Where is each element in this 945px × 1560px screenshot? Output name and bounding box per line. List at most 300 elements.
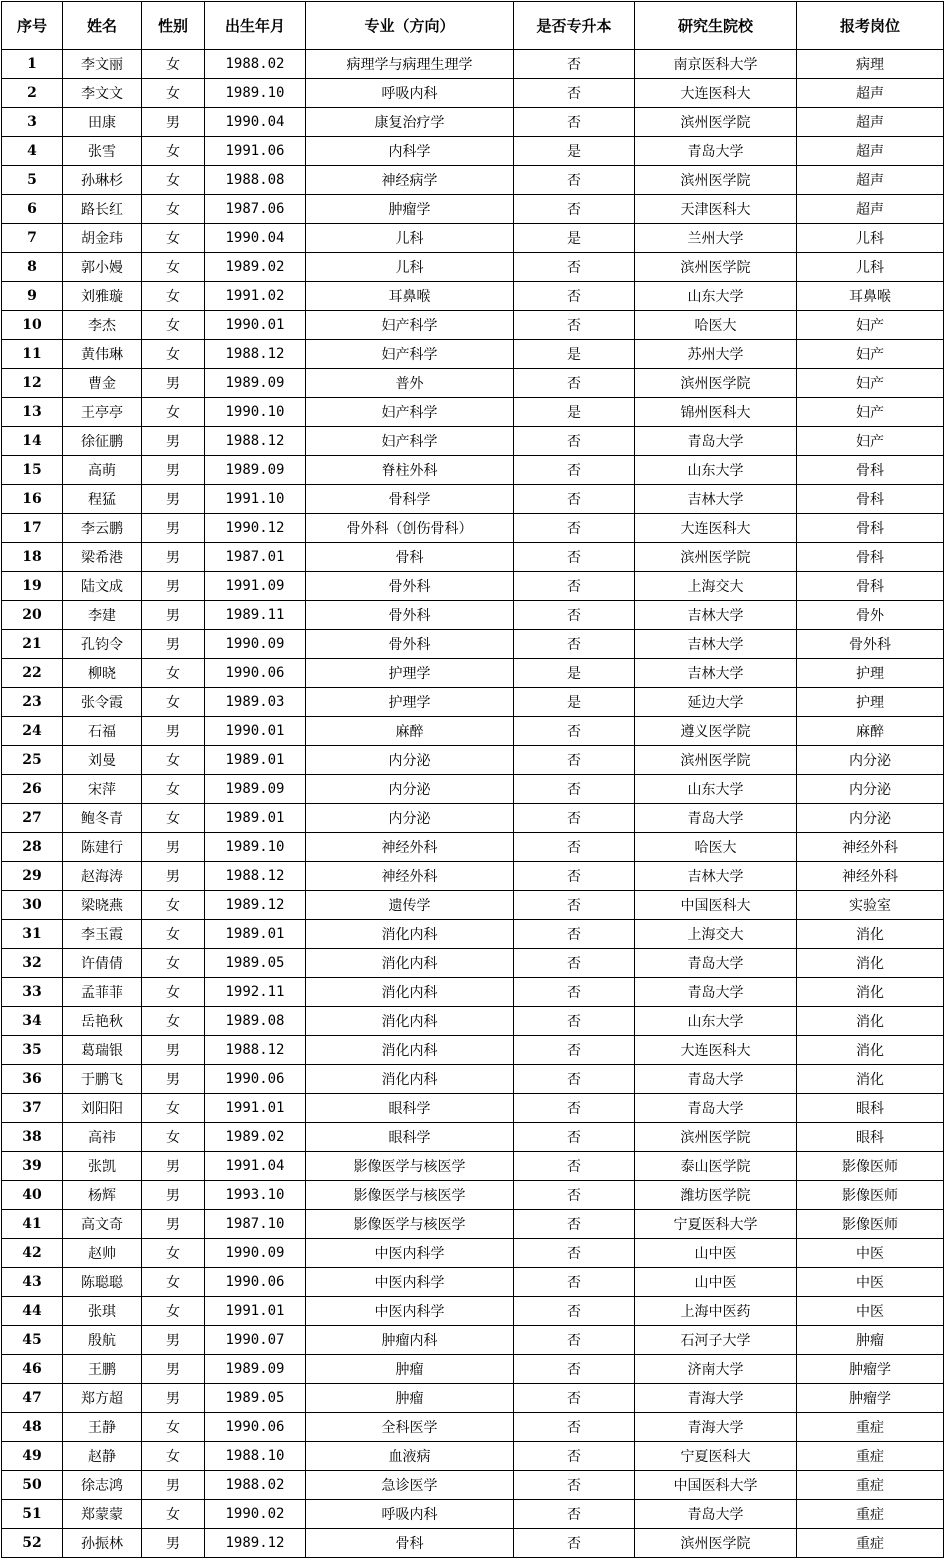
- cell-upgrade: 是: [514, 659, 635, 688]
- cell-position: 儿科: [797, 253, 944, 282]
- cell-no: 48: [2, 1413, 63, 1442]
- cell-upgrade: 否: [514, 427, 635, 456]
- cell-name: 杨辉: [63, 1181, 142, 1210]
- cell-name: 郭小嫚: [63, 253, 142, 282]
- cell-upgrade: 否: [514, 485, 635, 514]
- cell-upgrade: 否: [514, 1181, 635, 1210]
- cell-school: 吉林大学: [635, 630, 797, 659]
- cell-position: 超声: [797, 195, 944, 224]
- cell-gender: 女: [142, 282, 205, 311]
- table-row: [2, 630, 944, 659]
- cell-major: 肿瘤: [306, 1355, 514, 1384]
- cell-school: 宁夏医科大学: [635, 1210, 797, 1239]
- table-row: [2, 1181, 944, 1210]
- cell-upgrade: 否: [514, 1123, 635, 1152]
- cell-gender: 女: [142, 688, 205, 717]
- cell-gender: 男: [142, 543, 205, 572]
- cell-school: 青岛大学: [635, 949, 797, 978]
- cell-upgrade: 否: [514, 775, 635, 804]
- cell-position: 中医: [797, 1239, 944, 1268]
- cell-no: 13: [2, 398, 63, 427]
- cell-gender: 女: [142, 1268, 205, 1297]
- cell-gender: 女: [142, 775, 205, 804]
- cell-name: 梁晓燕: [63, 891, 142, 920]
- cell-no: 25: [2, 746, 63, 775]
- cell-school: 山东大学: [635, 775, 797, 804]
- cell-birth: 1989.01: [205, 920, 306, 949]
- cell-birth: 1989.09: [205, 775, 306, 804]
- cell-position: 消化: [797, 1065, 944, 1094]
- cell-upgrade: 否: [514, 630, 635, 659]
- cell-position: 影像医师: [797, 1181, 944, 1210]
- table-row: [2, 1094, 944, 1123]
- cell-birth: 1990.01: [205, 311, 306, 340]
- cell-major: 呼吸内科: [306, 1500, 514, 1529]
- cell-name: 陈聪聪: [63, 1268, 142, 1297]
- cell-position: 内分泌: [797, 746, 944, 775]
- cell-major: 呼吸内科: [306, 79, 514, 108]
- cell-major: 妇产科学: [306, 427, 514, 456]
- cell-gender: 女: [142, 1413, 205, 1442]
- cell-position: 眼科: [797, 1123, 944, 1152]
- cell-gender: 男: [142, 630, 205, 659]
- cell-gender: 男: [142, 1210, 205, 1239]
- cell-birth: 1988.12: [205, 427, 306, 456]
- cell-no: 44: [2, 1297, 63, 1326]
- cell-upgrade: 否: [514, 1384, 635, 1413]
- cell-upgrade: 否: [514, 949, 635, 978]
- cell-birth: 1988.08: [205, 166, 306, 195]
- cell-upgrade: 否: [514, 253, 635, 282]
- cell-position: 骨外科: [797, 630, 944, 659]
- cell-upgrade: 否: [514, 1007, 635, 1036]
- cell-name: 许倩倩: [63, 949, 142, 978]
- cell-major: 内科学: [306, 137, 514, 166]
- cell-gender: 女: [142, 1500, 205, 1529]
- table-row: [2, 949, 944, 978]
- table-row: [2, 50, 944, 79]
- cell-position: 实验室: [797, 891, 944, 920]
- cell-position: 神经外科: [797, 862, 944, 891]
- cell-school: 锦州医科大: [635, 398, 797, 427]
- cell-major: 中医内科学: [306, 1268, 514, 1297]
- cell-school: 山东大学: [635, 1007, 797, 1036]
- cell-position: 超声: [797, 79, 944, 108]
- cell-name: 郑蒙蒙: [63, 1500, 142, 1529]
- cell-no: 32: [2, 949, 63, 978]
- cell-major: 麻醉: [306, 717, 514, 746]
- cell-name: 李文丽: [63, 50, 142, 79]
- cell-gender: 男: [142, 485, 205, 514]
- cell-upgrade: 否: [514, 1471, 635, 1500]
- cell-school: 青海大学: [635, 1413, 797, 1442]
- cell-school: 滨州医学院: [635, 1123, 797, 1152]
- cell-position: 骨科: [797, 485, 944, 514]
- table-row: [2, 456, 944, 485]
- cell-name: 程猛: [63, 485, 142, 514]
- cell-upgrade: 否: [514, 369, 635, 398]
- cell-no: 26: [2, 775, 63, 804]
- cell-upgrade: 否: [514, 166, 635, 195]
- cell-name: 宋萍: [63, 775, 142, 804]
- cell-gender: 男: [142, 108, 205, 137]
- table-row: [2, 514, 944, 543]
- cell-name: 葛瑞银: [63, 1036, 142, 1065]
- cell-no: 19: [2, 572, 63, 601]
- cell-name: 孙琳杉: [63, 166, 142, 195]
- table-row: [2, 398, 944, 427]
- cell-gender: 女: [142, 50, 205, 79]
- cell-position: 麻醉: [797, 717, 944, 746]
- cell-gender: 男: [142, 1326, 205, 1355]
- cell-major: 儿科: [306, 224, 514, 253]
- cell-gender: 女: [142, 1007, 205, 1036]
- cell-birth: 1989.12: [205, 891, 306, 920]
- cell-gender: 男: [142, 833, 205, 862]
- cell-gender: 男: [142, 572, 205, 601]
- cell-position: 骨科: [797, 572, 944, 601]
- cell-gender: 男: [142, 1181, 205, 1210]
- cell-name: 孟菲菲: [63, 978, 142, 1007]
- cell-school: 山中医: [635, 1239, 797, 1268]
- cell-gender: 男: [142, 1355, 205, 1384]
- cell-major: 妇产科学: [306, 311, 514, 340]
- cell-birth: 1987.10: [205, 1210, 306, 1239]
- cell-school: 滨州医学院: [635, 746, 797, 775]
- cell-gender: 男: [142, 1152, 205, 1181]
- cell-upgrade: 否: [514, 572, 635, 601]
- cell-gender: 女: [142, 224, 205, 253]
- cell-position: 病理: [797, 50, 944, 79]
- cell-gender: 男: [142, 369, 205, 398]
- table-row: [2, 79, 944, 108]
- header-row: [2, 2, 944, 50]
- cell-name: 孙振林: [63, 1529, 142, 1558]
- cell-gender: 女: [142, 79, 205, 108]
- cell-name: 张令霞: [63, 688, 142, 717]
- cell-upgrade: 否: [514, 108, 635, 137]
- cell-birth: 1989.03: [205, 688, 306, 717]
- cell-no: 21: [2, 630, 63, 659]
- cell-no: 5: [2, 166, 63, 195]
- cell-name: 于鹏飞: [63, 1065, 142, 1094]
- cell-gender: 男: [142, 514, 205, 543]
- cell-gender: 男: [142, 427, 205, 456]
- cell-no: 24: [2, 717, 63, 746]
- cell-position: 妇产: [797, 340, 944, 369]
- cell-name: 李建: [63, 601, 142, 630]
- cell-position: 重症: [797, 1529, 944, 1558]
- cell-name: 梁希港: [63, 543, 142, 572]
- cell-name: 刘雅璇: [63, 282, 142, 311]
- table-row: [2, 978, 944, 1007]
- cell-birth: 1990.12: [205, 514, 306, 543]
- cell-no: 33: [2, 978, 63, 1007]
- cell-upgrade: 否: [514, 717, 635, 746]
- cell-major: 消化内科: [306, 1007, 514, 1036]
- cell-gender: 男: [142, 456, 205, 485]
- cell-name: 李杰: [63, 311, 142, 340]
- cell-school: 吉林大学: [635, 485, 797, 514]
- cell-major: 肿瘤内科: [306, 1326, 514, 1355]
- cell-position: 超声: [797, 108, 944, 137]
- cell-school: 泰山医学院: [635, 1152, 797, 1181]
- cell-major: 儿科: [306, 253, 514, 282]
- table-row: [2, 1442, 944, 1471]
- cell-name: 刘曼: [63, 746, 142, 775]
- cell-school: 上海交大: [635, 920, 797, 949]
- cell-no: 14: [2, 427, 63, 456]
- cell-major: 康复治疗学: [306, 108, 514, 137]
- cell-gender: 男: [142, 862, 205, 891]
- cell-birth: 1991.02: [205, 282, 306, 311]
- cell-name: 赵静: [63, 1442, 142, 1471]
- cell-no: 46: [2, 1355, 63, 1384]
- cell-no: 3: [2, 108, 63, 137]
- cell-birth: 1991.09: [205, 572, 306, 601]
- cell-gender: 女: [142, 1123, 205, 1152]
- cell-name: 高祎: [63, 1123, 142, 1152]
- cell-position: 重症: [797, 1471, 944, 1500]
- cell-name: 刘阳阳: [63, 1094, 142, 1123]
- cell-gender: 女: [142, 1094, 205, 1123]
- cell-position: 骨科: [797, 543, 944, 572]
- table-row: [2, 891, 944, 920]
- cell-position: 内分泌: [797, 775, 944, 804]
- cell-birth: 1989.11: [205, 601, 306, 630]
- cell-upgrade: 否: [514, 978, 635, 1007]
- cell-major: 骨科: [306, 543, 514, 572]
- cell-gender: 女: [142, 253, 205, 282]
- cell-no: 36: [2, 1065, 63, 1094]
- cell-position: 消化: [797, 1036, 944, 1065]
- cell-birth: 1993.10: [205, 1181, 306, 1210]
- cell-name: 高萌: [63, 456, 142, 485]
- cell-school: 天津医科大: [635, 195, 797, 224]
- table-row: [2, 1123, 944, 1152]
- cell-school: 青岛大学: [635, 137, 797, 166]
- cell-birth: 1989.10: [205, 833, 306, 862]
- table-row: [2, 601, 944, 630]
- cell-school: 青岛大学: [635, 427, 797, 456]
- table-row: [2, 804, 944, 833]
- header-name: 姓名: [63, 2, 142, 50]
- cell-school: 大连医科大: [635, 1036, 797, 1065]
- table-row: [2, 1384, 944, 1413]
- cell-upgrade: 否: [514, 543, 635, 572]
- cell-position: 骨科: [797, 514, 944, 543]
- cell-no: 40: [2, 1181, 63, 1210]
- cell-upgrade: 否: [514, 514, 635, 543]
- cell-position: 骨外: [797, 601, 944, 630]
- cell-no: 23: [2, 688, 63, 717]
- cell-school: 上海交大: [635, 572, 797, 601]
- cell-name: 王亭亭: [63, 398, 142, 427]
- cell-position: 妇产: [797, 398, 944, 427]
- cell-no: 43: [2, 1268, 63, 1297]
- cell-birth: 1990.06: [205, 659, 306, 688]
- cell-gender: 女: [142, 1442, 205, 1471]
- cell-birth: 1991.01: [205, 1297, 306, 1326]
- cell-no: 7: [2, 224, 63, 253]
- cell-school: 宁夏医科大: [635, 1442, 797, 1471]
- cell-upgrade: 否: [514, 50, 635, 79]
- cell-major: 肿瘤: [306, 1384, 514, 1413]
- cell-no: 10: [2, 311, 63, 340]
- cell-birth: 1990.02: [205, 1500, 306, 1529]
- cell-birth: 1989.10: [205, 79, 306, 108]
- table-row: [2, 1210, 944, 1239]
- cell-major: 内分泌: [306, 746, 514, 775]
- cell-major: 妇产科学: [306, 398, 514, 427]
- cell-gender: 女: [142, 398, 205, 427]
- cell-school: 延边大学: [635, 688, 797, 717]
- cell-name: 岳艳秋: [63, 1007, 142, 1036]
- cell-major: 眼科学: [306, 1094, 514, 1123]
- cell-upgrade: 否: [514, 1326, 635, 1355]
- cell-no: 42: [2, 1239, 63, 1268]
- cell-no: 27: [2, 804, 63, 833]
- cell-upgrade: 否: [514, 1036, 635, 1065]
- cell-upgrade: 否: [514, 601, 635, 630]
- cell-name: 赵帅: [63, 1239, 142, 1268]
- cell-school: 滨州医学院: [635, 1529, 797, 1558]
- cell-no: 45: [2, 1326, 63, 1355]
- cell-major: 内分泌: [306, 804, 514, 833]
- table-row: [2, 1326, 944, 1355]
- cell-upgrade: 否: [514, 891, 635, 920]
- cell-upgrade: 否: [514, 804, 635, 833]
- cell-no: 18: [2, 543, 63, 572]
- cell-no: 39: [2, 1152, 63, 1181]
- cell-upgrade: 否: [514, 282, 635, 311]
- table-row: [2, 1065, 944, 1094]
- cell-major: 中医内科学: [306, 1239, 514, 1268]
- cell-no: 35: [2, 1036, 63, 1065]
- table-row: [2, 224, 944, 253]
- cell-name: 陈建行: [63, 833, 142, 862]
- cell-no: 51: [2, 1500, 63, 1529]
- cell-gender: 女: [142, 920, 205, 949]
- cell-gender: 女: [142, 166, 205, 195]
- cell-name: 孔钧令: [63, 630, 142, 659]
- cell-position: 护理: [797, 688, 944, 717]
- cell-upgrade: 否: [514, 1413, 635, 1442]
- cell-major: 中医内科学: [306, 1297, 514, 1326]
- cell-position: 妇产: [797, 311, 944, 340]
- cell-birth: 1990.01: [205, 717, 306, 746]
- cell-school: 大连医科大: [635, 79, 797, 108]
- cell-no: 9: [2, 282, 63, 311]
- table-row: [2, 833, 944, 862]
- cell-position: 肿瘤学: [797, 1355, 944, 1384]
- cell-position: 超声: [797, 166, 944, 195]
- cell-upgrade: 是: [514, 224, 635, 253]
- cell-major: 妇产科学: [306, 340, 514, 369]
- cell-major: 消化内科: [306, 1036, 514, 1065]
- cell-birth: 1988.12: [205, 340, 306, 369]
- cell-position: 肿瘤: [797, 1326, 944, 1355]
- table-row: [2, 485, 944, 514]
- cell-school: 中国医科大学: [635, 1471, 797, 1500]
- cell-upgrade: 否: [514, 1094, 635, 1123]
- cell-birth: 1990.10: [205, 398, 306, 427]
- cell-position: 影像医师: [797, 1152, 944, 1181]
- cell-major: 眼科学: [306, 1123, 514, 1152]
- cell-school: 遵义医学院: [635, 717, 797, 746]
- cell-position: 重症: [797, 1413, 944, 1442]
- cell-position: 消化: [797, 920, 944, 949]
- table-row: [2, 311, 944, 340]
- cell-birth: 1991.01: [205, 1094, 306, 1123]
- cell-upgrade: 是: [514, 398, 635, 427]
- cell-name: 张琪: [63, 1297, 142, 1326]
- header-major: 专业（方向）: [306, 2, 514, 50]
- cell-school: 滨州医学院: [635, 543, 797, 572]
- table-row: [2, 1355, 944, 1384]
- cell-name: 殷航: [63, 1326, 142, 1355]
- cell-gender: 男: [142, 717, 205, 746]
- table-row: [2, 253, 944, 282]
- cell-school: 哈医大: [635, 833, 797, 862]
- cell-school: 中国医科大: [635, 891, 797, 920]
- cell-school: 山东大学: [635, 282, 797, 311]
- cell-no: 30: [2, 891, 63, 920]
- header-upgrade: 是否专升本: [514, 2, 635, 50]
- cell-birth: 1989.08: [205, 1007, 306, 1036]
- table-row: [2, 862, 944, 891]
- cell-school: 青岛大学: [635, 1500, 797, 1529]
- table-row: [2, 1007, 944, 1036]
- cell-upgrade: 否: [514, 79, 635, 108]
- cell-name: 徐征鹏: [63, 427, 142, 456]
- cell-birth: 1989.09: [205, 456, 306, 485]
- cell-no: 49: [2, 1442, 63, 1471]
- cell-position: 重症: [797, 1500, 944, 1529]
- cell-major: 脊柱外科: [306, 456, 514, 485]
- cell-upgrade: 否: [514, 1500, 635, 1529]
- cell-school: 青岛大学: [635, 804, 797, 833]
- cell-gender: 男: [142, 1384, 205, 1413]
- cell-position: 影像医师: [797, 1210, 944, 1239]
- cell-upgrade: 否: [514, 833, 635, 862]
- cell-birth: 1990.04: [205, 224, 306, 253]
- table-row: [2, 166, 944, 195]
- table-row: [2, 746, 944, 775]
- table-body: [2, 50, 944, 1558]
- cell-position: 中医: [797, 1268, 944, 1297]
- cell-upgrade: 否: [514, 1065, 635, 1094]
- cell-upgrade: 否: [514, 195, 635, 224]
- cell-school: 吉林大学: [635, 659, 797, 688]
- cell-upgrade: 是: [514, 340, 635, 369]
- cell-major: 肿瘤学: [306, 195, 514, 224]
- table-row: [2, 1471, 944, 1500]
- cell-birth: 1990.04: [205, 108, 306, 137]
- cell-major: 骨外科: [306, 630, 514, 659]
- cell-position: 消化: [797, 1007, 944, 1036]
- cell-name: 田康: [63, 108, 142, 137]
- table-row: [2, 717, 944, 746]
- cell-upgrade: 否: [514, 746, 635, 775]
- cell-name: 徐志鸿: [63, 1471, 142, 1500]
- cell-name: 郑方超: [63, 1384, 142, 1413]
- cell-no: 31: [2, 920, 63, 949]
- cell-major: 消化内科: [306, 978, 514, 1007]
- cell-no: 52: [2, 1529, 63, 1558]
- cell-name: 李云鹏: [63, 514, 142, 543]
- cell-birth: 1989.09: [205, 1355, 306, 1384]
